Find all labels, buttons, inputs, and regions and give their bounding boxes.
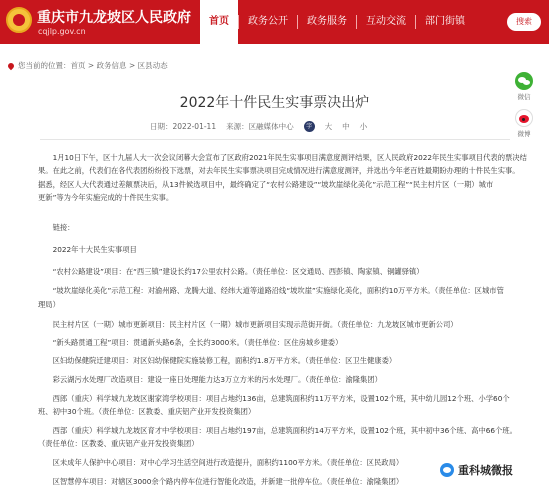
breadcrumb-separator: > (126, 61, 138, 70)
share-wechat-label: 微信 (517, 93, 531, 101)
breadcrumb-home[interactable]: 首页 (70, 61, 86, 70)
body-line: “坡坎崖绿化美化”示范工程：对渝州路、龙腾大道、经纬大道等道路沿线“坡坎崖”实施绿化美化，面积约10万平方米。（责任单位：区城市管 (38, 286, 504, 295)
body-line: 区妇幼保健院迁建项目：对区妇幼保健院实施装修工程，面积约1.8万平方米。（责任单位：区卫生健康委） (38, 356, 397, 365)
body-line: 彩云湖污水处理厂改造项目：建设一座日处理能力达3万立方米的污水处理厂。（责任单位：渝隆集团） (38, 375, 382, 384)
location-pin-icon (7, 62, 15, 70)
site-header (0, 0, 549, 44)
nav-item-gov-services[interactable]: 政务服务 (307, 16, 347, 27)
share-panel (507, 72, 541, 146)
site-title[interactable]: 重庆市九龙坡区人民政府 (37, 10, 191, 26)
body-line: 班、初中30个班。（责任单位：区教委、重庆铝产业开发投资集团） (38, 407, 256, 416)
weibo-icon (515, 109, 533, 127)
national-emblem-icon (6, 7, 32, 33)
breadcrumb-gov-info[interactable]: 政务信息 (96, 61, 127, 70)
watermark (440, 462, 513, 478)
body-line: 西部（重庆）科学城九龙坡区育才中学校项目：项目占地约197亩，总建筑面积约14万平方米，设置102个班，其中初中36个班、高中66个班。 (38, 426, 517, 435)
body-line: 据悉，经区人大代表通过差额票决后，从13件候选项目中，最终确定了“农村公路建设”“坡坎崖绿化美化”示范工程”“民主村片区（一期）城市 (38, 180, 494, 189)
share-wechat[interactable] (507, 72, 541, 101)
body-line: 理局） (38, 300, 60, 309)
font-size-icon: 字 (304, 121, 315, 132)
body-line: 区未成年人保护中心项目：对中心学习生活空间进行改造提升，面积约1100平方米。（责任单位：区民政局） (38, 458, 404, 467)
share-weibo[interactable] (507, 109, 541, 138)
breadcrumb-prefix: 您当前的位置： (18, 61, 71, 70)
site-domain: cqjlp.gov.cn (38, 27, 86, 36)
body-line: 链接： (38, 223, 75, 232)
weibo-logo-icon (440, 463, 454, 477)
font-size-large[interactable]: 大 (324, 122, 333, 131)
nav-item-gov-affairs[interactable]: 政务公开 (248, 16, 288, 27)
meta-divider (40, 139, 510, 140)
main-nav (200, 0, 474, 44)
article-source: 来源：区融媒体中心 (226, 122, 294, 131)
body-line: 1月10日下午，区十九届人大一次会议闭幕大会宣布了区政府2021年民生实事项目满意度测评结果，区人民政府2022年民生实事项目代表的票决结 (38, 153, 527, 162)
nav-item-home[interactable]: 首页 (200, 0, 238, 44)
article-title: 2022年十件民生实事票决出炉 (179, 95, 370, 111)
body-line: “农村公路建设”项目：在“西三镇”建设长约17公里农村公路。（责任单位：区交通局、西彭镇、陶家镇、铜罐驿镇） (38, 267, 424, 276)
body-line: 西郎（重庆）科学城九龙坡区谢家湾学校项目：项目占地约136亩，总建筑面积约11万平方米，设置102个班，其中幼儿园12个班、小学60个 (38, 394, 510, 403)
body-line: 2022年十大民生实事项目 (38, 245, 137, 254)
article-date: 日期：2022-01-11 (150, 122, 217, 131)
body-line: 更新”等为今年实施完成的十件民生实事。 (38, 193, 174, 202)
watermark-text: 重科城微报 (458, 464, 513, 477)
nav-item-interaction[interactable]: 互动交流 (366, 16, 406, 27)
share-weibo-label: 微博 (517, 130, 531, 138)
body-line: 果。在此之前，代表们在各代表团纷纷投下选票，对去年民生实事票决项目完成情况进行满意度测评，并选出今年老百姓最期盼办理的十件民生实事。 (38, 166, 520, 175)
breadcrumb-separator: > (85, 61, 97, 70)
search-button[interactable]: 搜索 (507, 13, 541, 31)
font-size-small[interactable]: 小 (359, 122, 368, 131)
wechat-icon (515, 72, 533, 90)
article-meta (150, 121, 367, 132)
breadcrumb (8, 60, 168, 71)
breadcrumb-district-news[interactable]: 区县动态 (137, 61, 168, 70)
body-line: “新头路贯通工程”项目：贯通新头路6条，全长约3000米。（责任单位：区住房城乡建委） (38, 338, 343, 347)
font-size-medium[interactable]: 中 (342, 122, 350, 131)
body-line: 区智慧停车项目：对辖区3000余个路内停车位进行智能化改造，并新建一批停车位。（责任单位：渝隆集团） (38, 477, 404, 486)
body-line: （责任单位：区教委、重庆铝产业开发投资集团） (38, 439, 199, 448)
body-line: 民主村片区（一期）城市更新项目：民主村片区（一期）城市更新项目实现示范街开街。（责任单位：九龙坡区城市更新公司） (38, 320, 458, 329)
nav-item-departments[interactable]: 部门街镇 (425, 16, 465, 27)
